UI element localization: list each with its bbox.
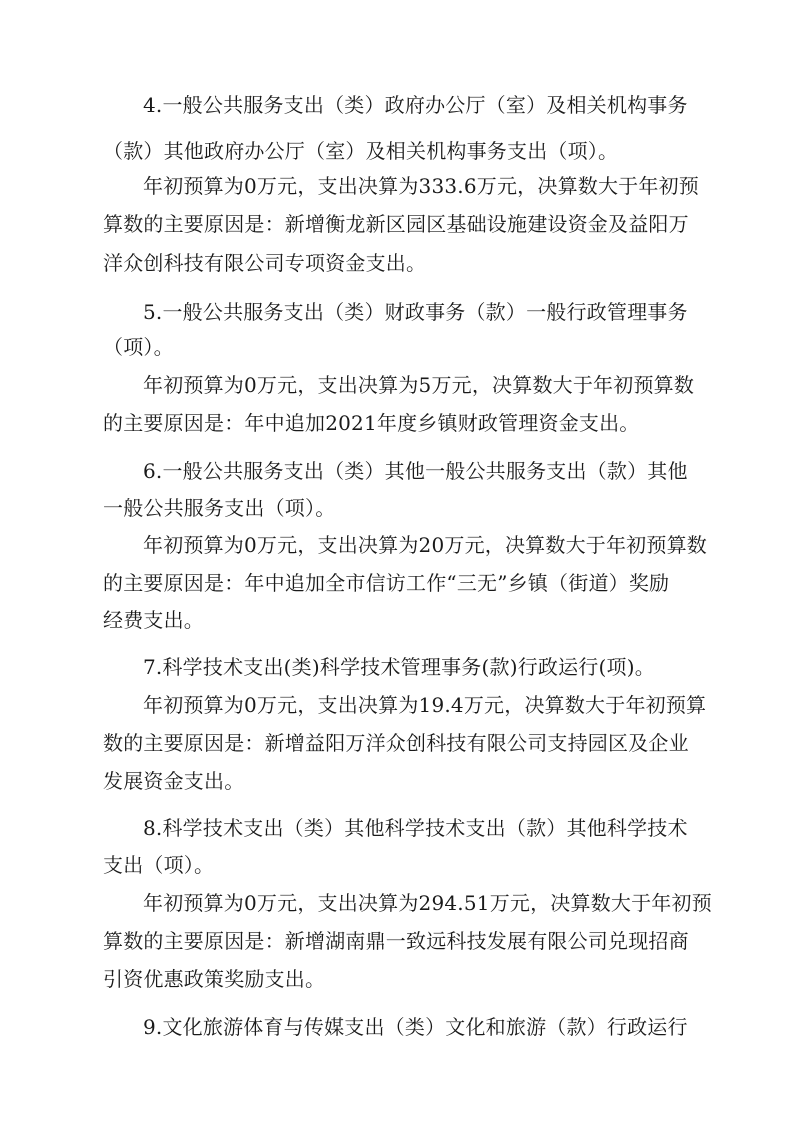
item-5-heading-line-1: 5.一般公共服务支出（类）财政事务（款）一般行政管理事务	[143, 300, 688, 324]
item-8-heading-line-2: 支出（项）。	[103, 853, 215, 877]
item-7-explanation-line-3: 发展资金支出。	[103, 769, 245, 793]
item-6-heading-line-1: 6.一般公共服务支出（类）其他一般公共服务支出（款）其他	[143, 459, 688, 483]
item-5-heading-line-2: （项）。	[103, 335, 174, 359]
item-7-explanation-line-1: 年初预算为0万元，支出决算为19.4万元，决算数大于年初预算	[143, 693, 707, 717]
item-4-heading-line-2: （款）其他政府办公厅（室）及相关机构事务支出（项）。	[103, 139, 619, 163]
item-6-explanation-line-3: 经费支出。	[103, 608, 204, 632]
item-4-explanation-line-1: 年初预算为0万元，支出决算为333.6万元，决算数大于年初预	[143, 174, 699, 198]
item-8-heading-line-1: 8.科学技术支出（类）其他科学技术支出（款）其他科学技术	[143, 816, 688, 840]
item-5-explanation-line-1: 年初预算为0万元，支出决算为5万元，决算数大于年初预算数	[143, 373, 695, 397]
item-7-heading: 7.科学技术支出(类)科学技术管理事务(款)行政运行(项)。	[143, 655, 655, 679]
item-9-heading-line-1: 9.文化旅游体育与传媒支出（类）文化和旅游（款）行政运行	[143, 1015, 688, 1039]
item-8-explanation-line-3: 引资优惠政策奖励支出。	[103, 967, 326, 991]
item-6-heading-line-2: 一般公共服务支出（项）。	[103, 496, 336, 520]
item-4-explanation-line-2: 算数的主要原因是：新增衡龙新区园区基础设施建设资金及益阳万	[103, 212, 689, 236]
item-8-explanation-line-1: 年初预算为0万元，支出决算为294.51万元，决算数大于年初预	[143, 891, 712, 915]
item-7-explanation-line-2: 数的主要原因是：新增益阳万洋众创科技有限公司支持园区及企业	[103, 731, 689, 755]
item-6-explanation-line-2: 的主要原因是：年中追加全市信访工作“三无”乡镇（街道）奖励	[103, 571, 670, 595]
item-4-heading-line-1: 4.一般公共服务支出（类）政府办公厅（室）及相关机构事务	[143, 93, 688, 117]
item-6-explanation-line-1: 年初预算为0万元，支出决算为20万元，决算数大于年初预算数	[143, 533, 707, 557]
item-4-explanation-line-3: 洋众创科技有限公司专项资金支出。	[103, 251, 427, 275]
item-8-explanation-line-2: 算数的主要原因是：新增湖南鼎一致远科技发展有限公司兑现招商	[103, 929, 689, 953]
item-5-explanation-line-2: 的主要原因是：年中追加2021年度乡镇财政管理资金支出。	[103, 411, 640, 435]
